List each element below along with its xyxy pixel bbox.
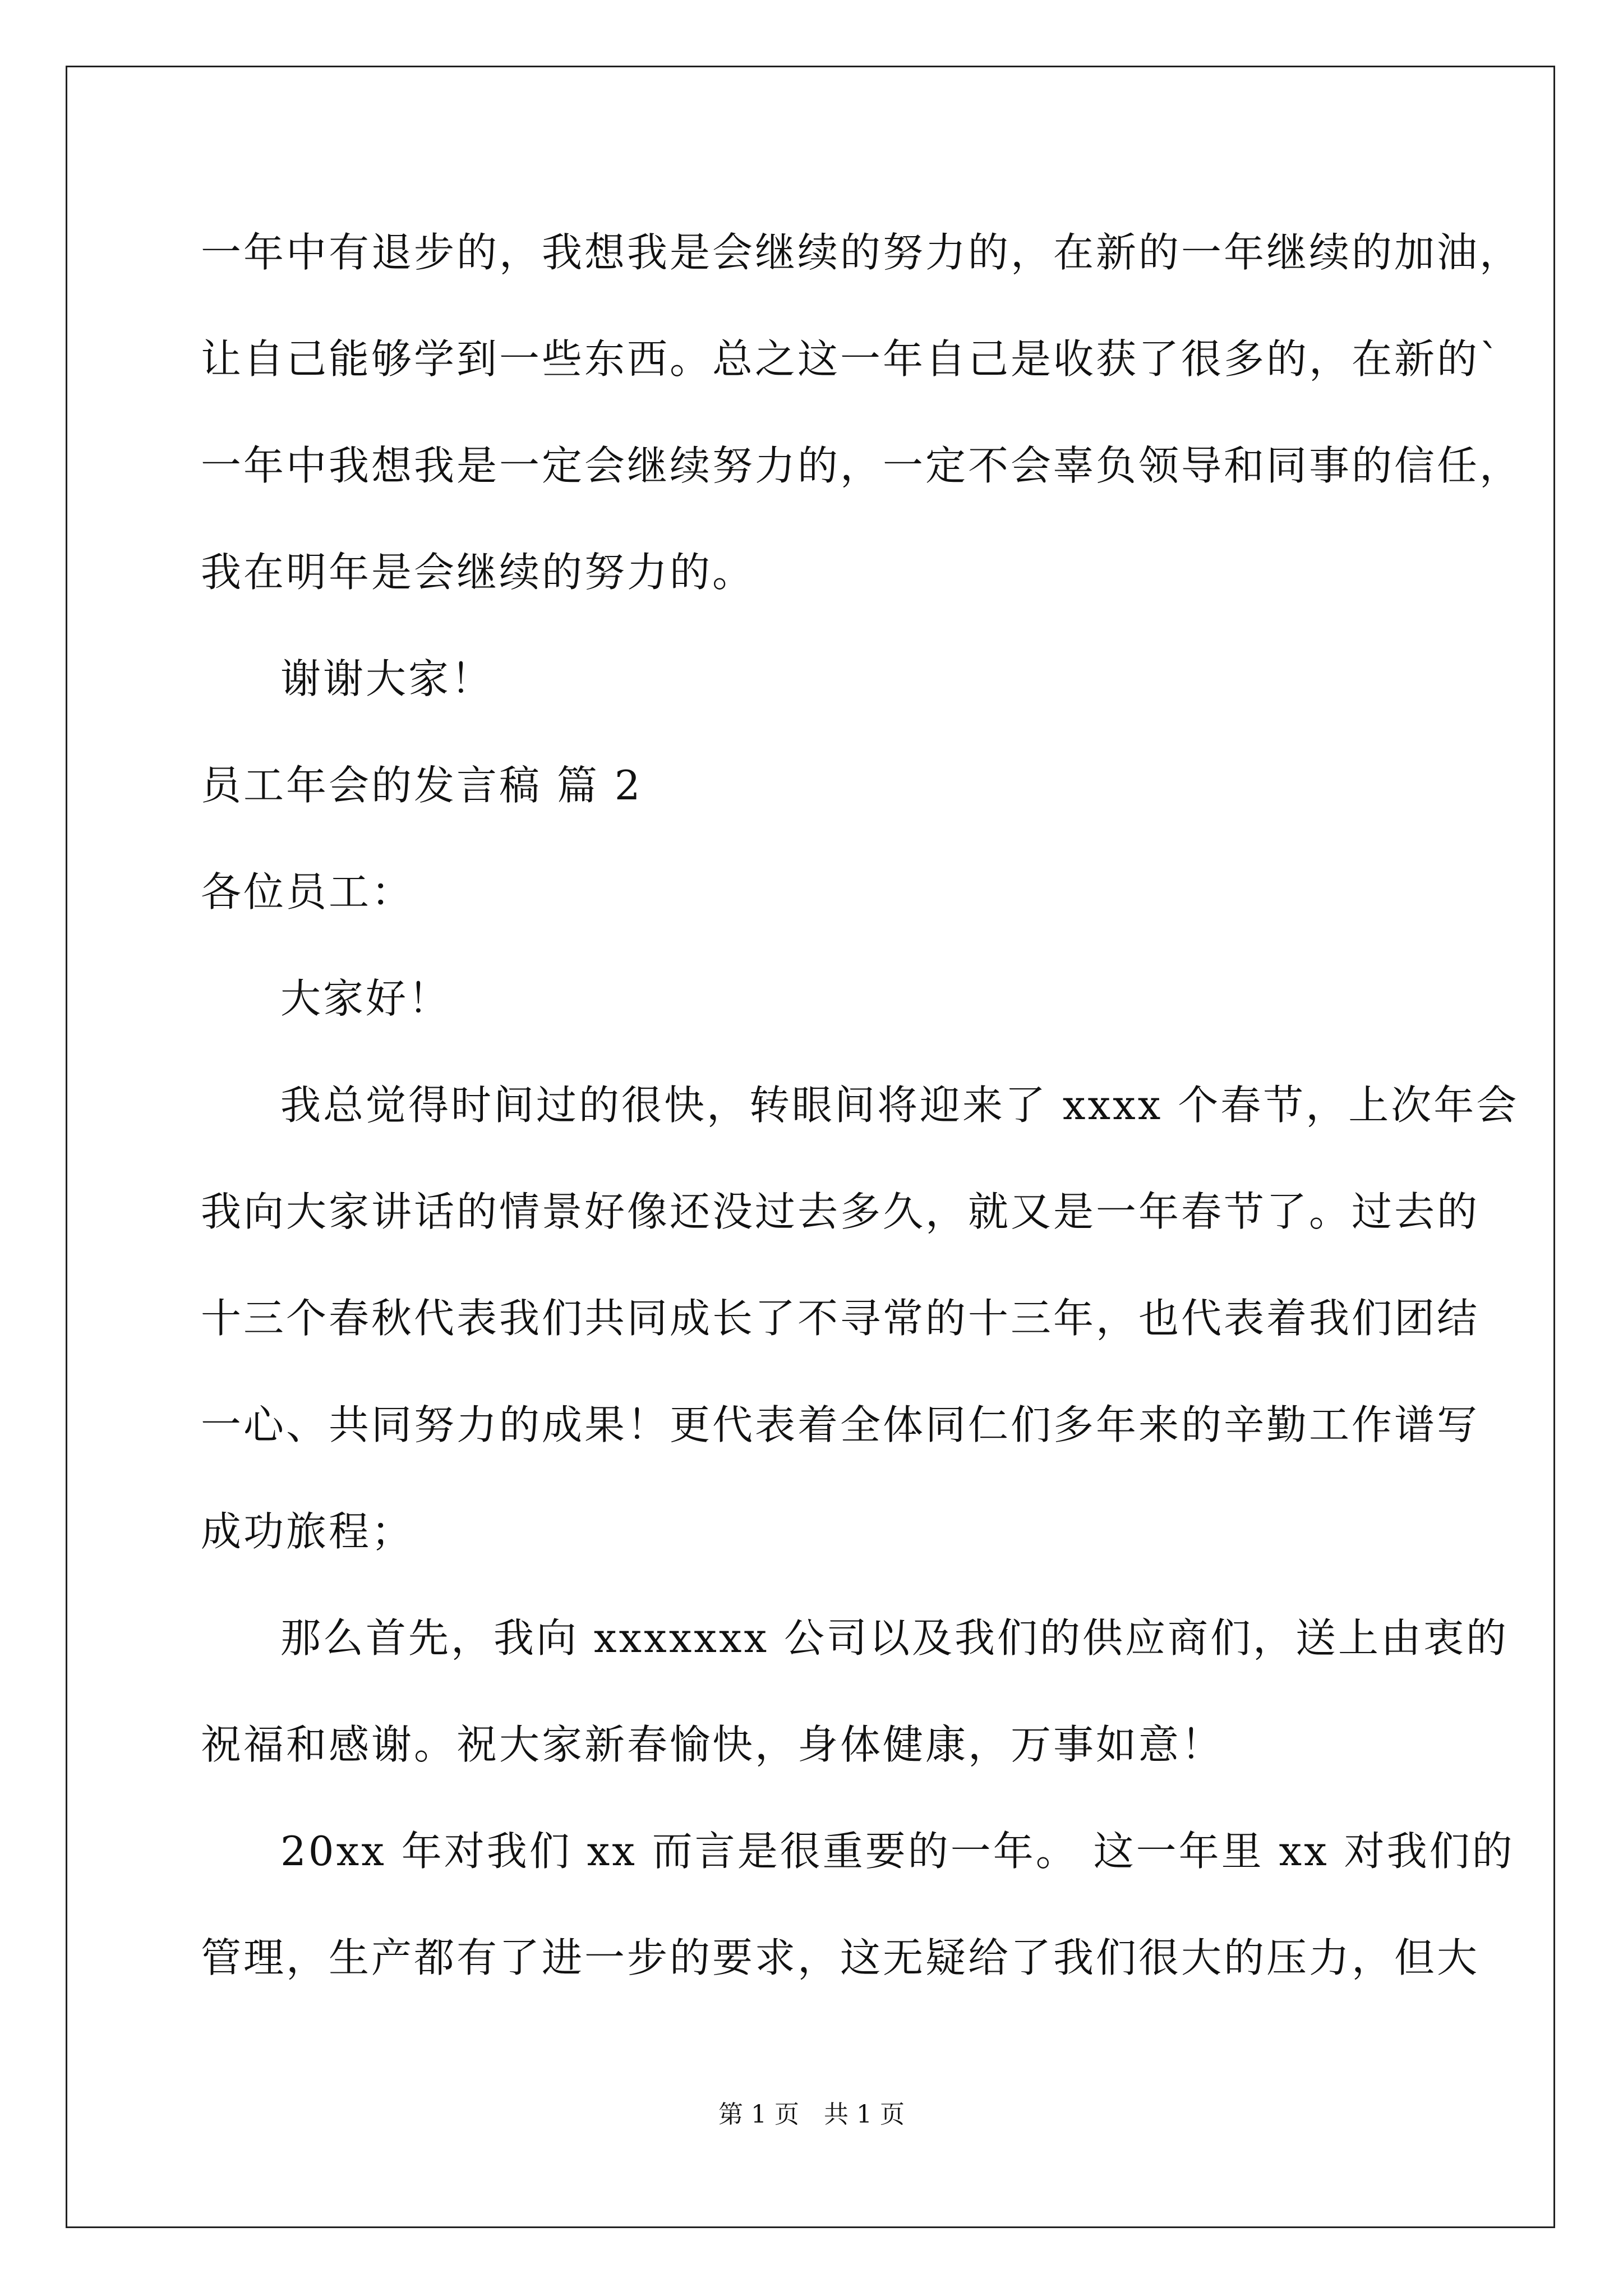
body-text-line: 我总觉得时间过的很快，转眼间将迎来了 xxxx 个春节，上次年会 xyxy=(280,1082,1519,1129)
greeting: 大家好！ xyxy=(280,975,451,1022)
body-text-line: 一心、共同努力的成果！更代表着全体同仁们多年来的辛勤工作谱写 xyxy=(201,1401,1480,1448)
body-text-line: 一年中有退步的，我想我是会继续的努力的，在新的一年继续的加油， xyxy=(201,229,1523,276)
salutation: 各位员工： xyxy=(201,868,414,915)
body-text-line: 十三个春秋代表我们共同成长了不寻常的十三年，也代表着我们团结 xyxy=(201,1295,1480,1342)
closing-thanks: 谢谢大家！ xyxy=(280,655,494,702)
body-text-line: 我向大家讲话的情景好像还没过去多久，就又是一年春节了。过去的 xyxy=(201,1188,1480,1235)
body-text-line: 成功旅程； xyxy=(201,1508,414,1555)
section-heading: 员工年会的发言稿 篇 2 xyxy=(201,762,643,809)
body-text-line: 20xx 年对我们 xx 而言是很重要的一年。 这一年里 xx 对我们的 xyxy=(280,1828,1515,1875)
page-number-footer: 第 1 页 共 1 页 xyxy=(718,2100,905,2129)
body-text-line: 祝福和感谢。祝大家新春愉快，身体健康，万事如意！ xyxy=(201,1721,1224,1768)
body-text-line: 管理，生产都有了进一步的要求，这无疑给了我们很大的压力，但大 xyxy=(201,1934,1480,1981)
body-text-line: 我在明年是会继续的努力的。 xyxy=(201,549,755,596)
page-border xyxy=(66,66,1555,2228)
body-text-line: 让自己能够学到一些东西。总之这一年自己是收获了很多的，在新的` xyxy=(201,335,1502,383)
body-text-line: 一年中我想我是一定会继续努力的，一定不会辜负领导和同事的信任， xyxy=(201,442,1523,489)
body-text-line: 那么首先，我向 xxxxxxx 公司以及我们的供应商们，送上由衷的 xyxy=(280,1614,1509,1662)
